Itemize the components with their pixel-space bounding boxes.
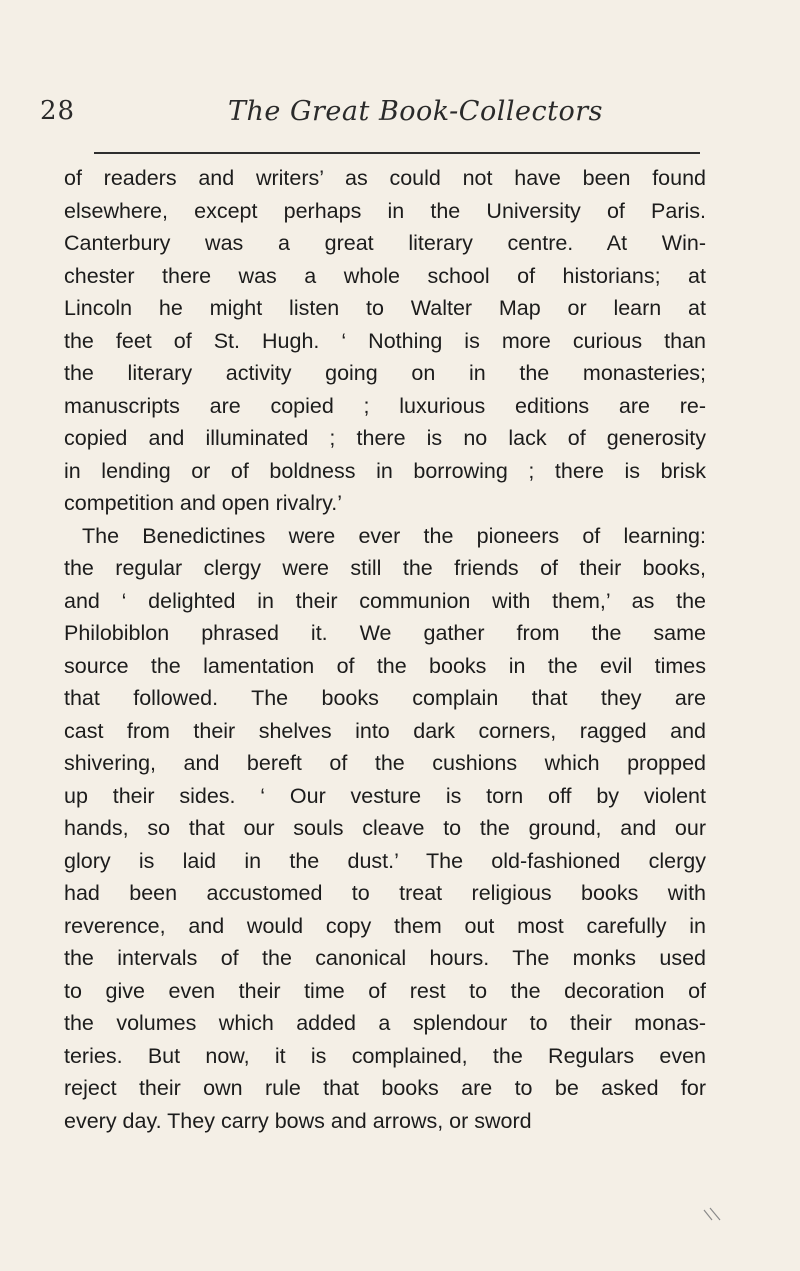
text-line: reverence, and would copy them out most carefully in xyxy=(64,913,706,938)
margin-smudge-mark xyxy=(702,1206,726,1226)
page-number: 28 xyxy=(40,96,76,126)
text-line: that followed. The books complain that they are xyxy=(64,686,706,710)
text-line: shivering, and bereft of the cushions which propped xyxy=(64,751,706,775)
text-line: the intervals of the canonical hours. The monks used xyxy=(64,946,706,970)
text-line: in lending or of boldness in borrowing ; there is brisk xyxy=(64,458,706,483)
text-line: reject their own rule that books are to be asked for xyxy=(64,1076,706,1100)
running-title: The Great Book-Collectors xyxy=(228,96,603,127)
text-line: the regular clergy were still the friends of their books, xyxy=(64,556,706,580)
text-line: elsewhere, except perhaps in the University of Paris. xyxy=(64,198,706,223)
text-line: to give even their time of rest to the decoration of xyxy=(64,978,706,1003)
header-rule xyxy=(94,152,700,154)
text-line: every day. They carry bows and arrows, or sword xyxy=(64,1108,532,1133)
text-line: copied and illuminated ; there is no lack of generosity xyxy=(64,426,706,450)
text-line: Philobiblon phrased it. We gather from the same xyxy=(64,621,706,645)
text-line: source the lamentation of the books in the evil times xyxy=(64,653,706,678)
text-line: up their sides. ‘ Our vesture is torn off by violent xyxy=(64,783,706,808)
text-line: cast from their shelves into dark corners, ragged and xyxy=(64,718,706,743)
text-line: the literary activity going on in the monasteries; xyxy=(64,361,706,385)
body-text xyxy=(64,162,706,1137)
text-line: the volumes which added a splendour to their monas- xyxy=(64,1011,706,1035)
text-line: glory is laid in the dust.’ The old-fashioned clergy xyxy=(64,848,706,873)
paragraph-start-line: The Benedictines were ever the pioneers of learning: xyxy=(82,523,706,548)
text-line: chester there was a whole school of historians; at xyxy=(64,263,706,288)
text-line: competition and open rivalry.’ xyxy=(64,491,343,515)
text-line: hands, so that our souls cleave to the ground, and our xyxy=(64,816,706,840)
text-line: teries. But now, it is complained, the Regulars even xyxy=(64,1043,706,1068)
text-line: the feet of St. Hugh. ‘ Nothing is more curious than xyxy=(64,328,706,353)
text-line: Canterbury was a great literary centre. At Win- xyxy=(64,231,706,255)
text-line: manuscripts are copied ; luxurious editions are re- xyxy=(64,393,706,418)
text-line: had been accustomed to treat religious books with xyxy=(64,881,706,905)
text-line: of readers and writers’ as could not have been found xyxy=(64,166,706,190)
text-line: and ‘ delighted in their communion with them,’ as the xyxy=(64,588,706,613)
text-line: Lincoln he might listen to Walter Map or learn at xyxy=(64,296,706,320)
